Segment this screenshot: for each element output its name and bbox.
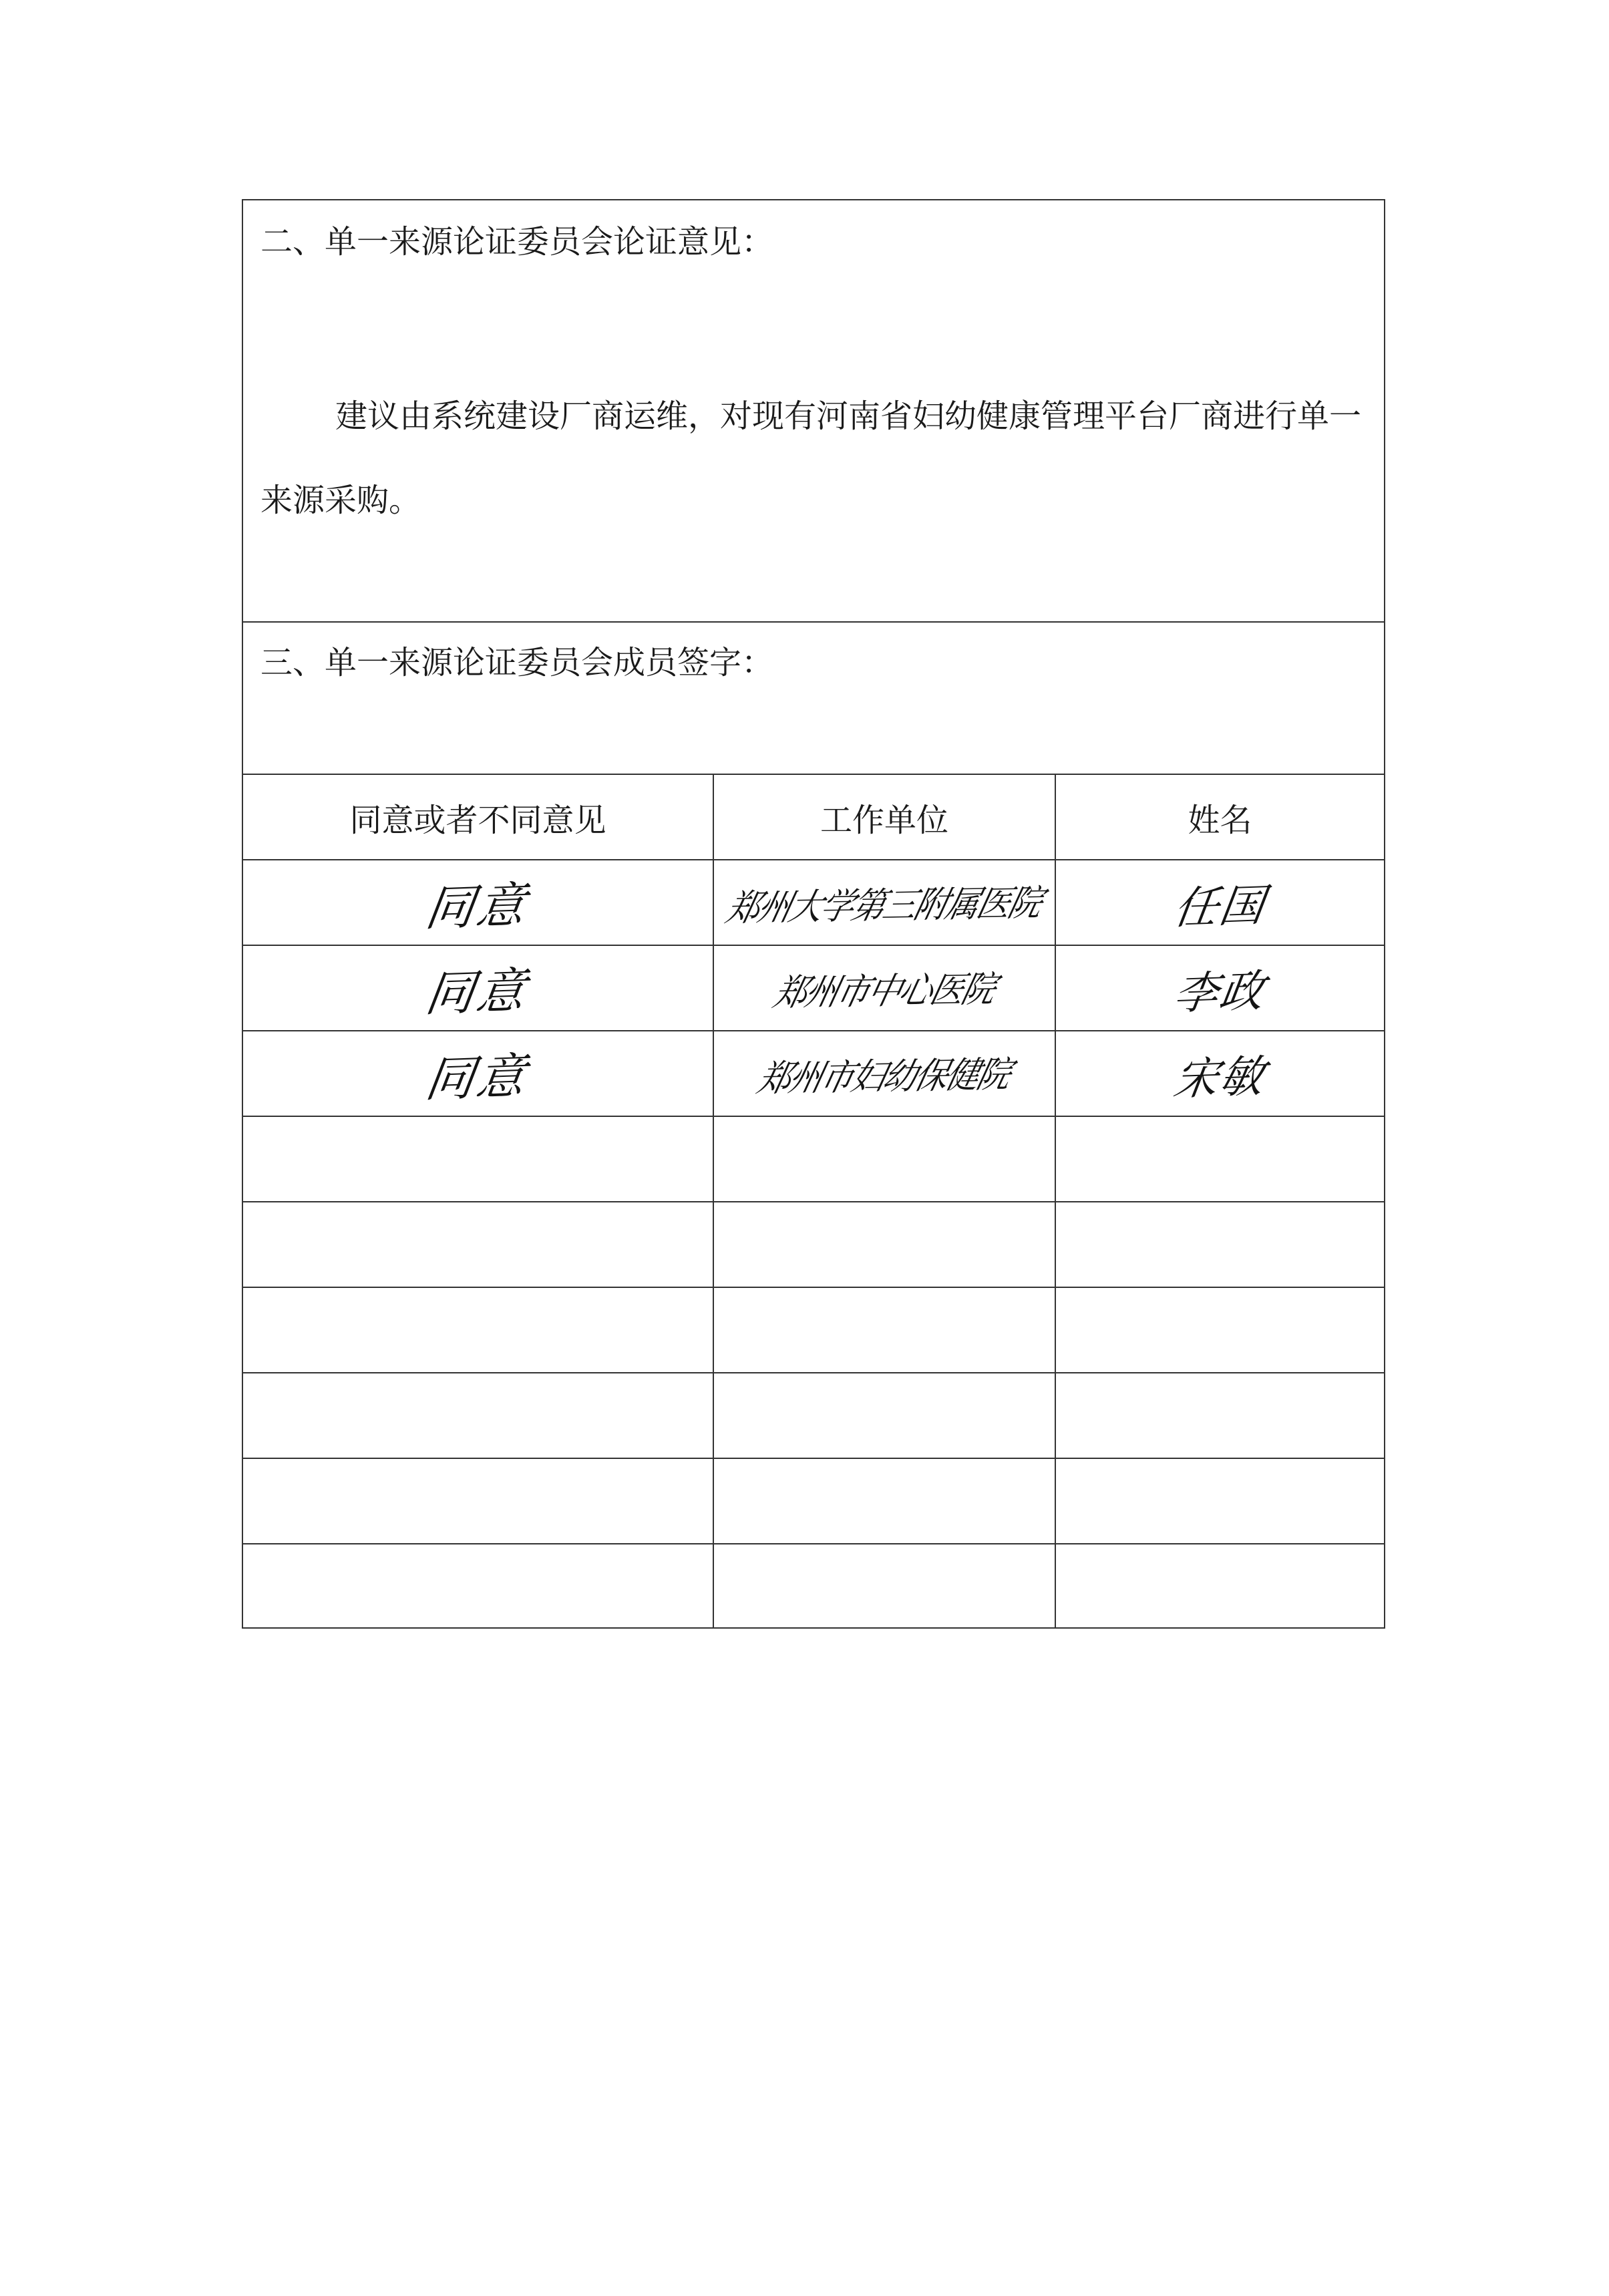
name-cell: [1055, 1373, 1384, 1458]
name-cell: [1055, 1287, 1384, 1373]
table-row: [243, 1116, 1384, 1202]
work-unit-cell: [713, 1031, 1055, 1116]
table-row: [243, 1458, 1384, 1544]
handwritten-opinion: 同意: [422, 1047, 532, 1108]
work-unit-cell: [713, 1544, 1055, 1629]
opinion-cell: [243, 1202, 713, 1287]
section-two-title: 二、单一来源论证委员会论证意见：: [260, 223, 774, 261]
opinion-cell: [243, 1031, 713, 1116]
opinion-cell: [243, 1116, 713, 1202]
handwritten-opinion: 同意: [422, 962, 532, 1022]
work-unit-cell: [713, 1458, 1055, 1544]
work-unit-cell: [713, 1373, 1055, 1458]
committee-opinion-text: 建议由系统建设厂商运维，对现有河南省妇幼健康管理平台厂商进行单一来源采购。: [260, 397, 1362, 519]
handwritten-work-unit: 郑州市妇幼保健院: [753, 1053, 1015, 1100]
table-row: [243, 860, 1384, 945]
table-header-row: [243, 774, 1384, 860]
work-unit-cell: [713, 1287, 1055, 1373]
table-row: [243, 945, 1384, 1031]
table-row: [243, 1373, 1384, 1458]
opinion-cell: [243, 1458, 713, 1544]
section-divider: [243, 621, 1384, 623]
handwritten-work-unit: 郑州大学第三附属医院: [722, 881, 1045, 929]
handwritten-signature: 李政: [1170, 964, 1269, 1020]
name-cell: [1055, 1544, 1384, 1629]
opinion-cell: [243, 1287, 713, 1373]
table-row: [243, 1287, 1384, 1373]
name-cell: [1055, 1202, 1384, 1287]
work-unit-cell: [713, 1202, 1055, 1287]
name-cell: [1055, 860, 1384, 945]
opinion-cell: [243, 945, 713, 1031]
handwritten-opinion: 同意: [422, 876, 532, 937]
table-row: [243, 1544, 1384, 1629]
header-name: 姓名: [1055, 774, 1384, 860]
name-cell: [1055, 1116, 1384, 1202]
table-row: [243, 1202, 1384, 1287]
header-work-unit: 工作单位: [713, 774, 1055, 860]
signature-table: [243, 774, 1384, 1629]
name-cell: [1055, 945, 1384, 1031]
handwritten-work-unit: 郑州市中心医院: [769, 967, 999, 1014]
opinion-cell: [243, 860, 713, 945]
table-row: [243, 1031, 1384, 1116]
name-cell: [1055, 1031, 1384, 1116]
work-unit-cell: [713, 860, 1055, 945]
work-unit-cell: [713, 1116, 1055, 1202]
argument-form: [242, 199, 1385, 1629]
section-three-title: 三、单一来源论证委员会成员签字：: [260, 644, 774, 681]
work-unit-cell: [713, 945, 1055, 1031]
opinion-cell: [243, 1373, 713, 1458]
header-opinion: 同意或者不同意见: [243, 774, 713, 860]
handwritten-signature: 宋敏: [1170, 1049, 1269, 1106]
name-cell: [1055, 1458, 1384, 1544]
opinion-cell: [243, 1544, 713, 1629]
handwritten-signature: 任国: [1170, 878, 1269, 935]
